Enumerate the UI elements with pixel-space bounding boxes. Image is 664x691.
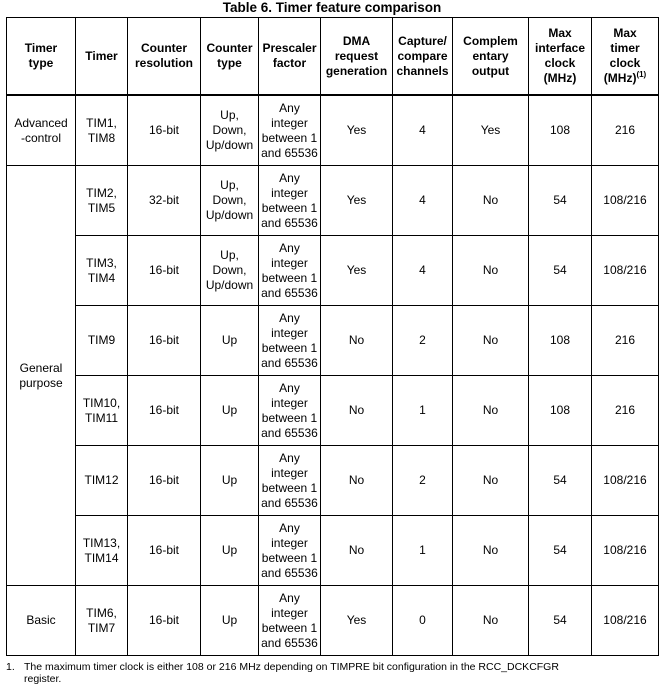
table-header-row: [7, 18, 659, 96]
header-max-timer-clock-text: Max timer clock (MHz): [603, 26, 641, 85]
cell-max-interface-clock: 54: [529, 236, 592, 306]
cell-timer: TIM12: [76, 446, 128, 516]
cell-dma-request: No: [321, 306, 393, 376]
cell-counter-type: Up: [201, 376, 259, 446]
cell-max-timer-clock: 108/216: [592, 586, 659, 656]
table-row: [7, 95, 659, 166]
cell-prescaler-factor: Any integer between 1 and 65536: [259, 586, 321, 656]
cell-complementary-output: No: [453, 586, 529, 656]
cell-counter-type: Up: [201, 586, 259, 656]
cell-complementary-output: No: [453, 516, 529, 586]
cell-prescaler-factor: Any integer between 1 and 65536: [259, 95, 321, 166]
header-capture-compare: Capture/ compare channels: [393, 18, 453, 96]
cell-complementary-output: Yes: [453, 95, 529, 166]
cell-counter-resolution: 32-bit: [128, 166, 201, 236]
table-row: [7, 586, 659, 656]
cell-counter-type: Up, Down, Up/down: [201, 95, 259, 166]
cell-max-timer-clock: 108/216: [592, 236, 659, 306]
cell-counter-resolution: 16-bit: [128, 586, 201, 656]
cell-prescaler-factor: Any integer between 1 and 65536: [259, 446, 321, 516]
cell-max-interface-clock: 54: [529, 446, 592, 516]
cell-timer: TIM2, TIM5: [76, 166, 128, 236]
cell-prescaler-factor: Any integer between 1 and 65536: [259, 166, 321, 236]
cell-complementary-output: No: [453, 166, 529, 236]
cell-capture-channels: 1: [393, 376, 453, 446]
footnote-line2: register.: [24, 673, 62, 685]
cell-complementary-output: No: [453, 376, 529, 446]
table-row: [7, 306, 659, 376]
table-row: [7, 236, 659, 306]
cell-complementary-output: No: [453, 306, 529, 376]
cell-counter-resolution: 16-bit: [128, 95, 201, 166]
timer-feature-table: [6, 17, 659, 656]
cell-max-timer-clock: 108/216: [592, 446, 659, 516]
table-title: Table 6. Timer feature comparison: [222, 0, 442, 15]
cell-counter-type: Up: [201, 446, 259, 516]
cell-dma-request: Yes: [321, 586, 393, 656]
header-counter-resolution: Counter resolution: [128, 18, 201, 96]
footnote: [6, 661, 646, 685]
cell-counter-type: Up: [201, 516, 259, 586]
cell-counter-resolution: 16-bit: [128, 236, 201, 306]
header-counter-type: Counter type: [201, 18, 259, 96]
footnote-ref: (1): [636, 70, 647, 79]
footnote-number: 1.: [6, 661, 15, 673]
header-timer-type: Timer type: [7, 18, 76, 96]
cell-dma-request: No: [321, 446, 393, 516]
cell-capture-channels: 4: [393, 166, 453, 236]
cell-counter-resolution: 16-bit: [128, 446, 201, 516]
cell-max-interface-clock: 54: [529, 166, 592, 236]
cell-prescaler-factor: Any integer between 1 and 65536: [259, 516, 321, 586]
cell-max-interface-clock: 108: [529, 376, 592, 446]
cell-prescaler-factor: Any integer between 1 and 65536: [259, 306, 321, 376]
header-complementary-output: Complem entary output: [453, 18, 529, 96]
cell-counter-type: Up: [201, 306, 259, 376]
cell-max-timer-clock: 216: [592, 376, 659, 446]
cell-max-interface-clock: 54: [529, 516, 592, 586]
cell-max-interface-clock: 108: [529, 95, 592, 166]
table-row: [7, 446, 659, 516]
cell-counter-resolution: 16-bit: [128, 516, 201, 586]
cell-dma-request: No: [321, 376, 393, 446]
cell-max-timer-clock: 216: [592, 306, 659, 376]
cell-timer-type-advanced: Advanced -control: [7, 95, 76, 166]
cell-timer: TIM3, TIM4: [76, 236, 128, 306]
cell-timer: TIM9: [76, 306, 128, 376]
cell-capture-channels: 4: [393, 95, 453, 166]
cell-complementary-output: No: [453, 236, 529, 306]
cell-timer: TIM10, TIM11: [76, 376, 128, 446]
cell-dma-request: Yes: [321, 166, 393, 236]
cell-timer-type-basic: Basic: [7, 586, 76, 656]
cell-capture-channels: 0: [393, 586, 453, 656]
cell-counter-resolution: 16-bit: [128, 376, 201, 446]
footnote-line1: The maximum timer clock is either 108 or 216 MHz depending on TIMPRE bit configuration in the RCC_DCKCFGR: [24, 661, 559, 673]
cell-counter-type: Up, Down, Up/down: [201, 166, 259, 236]
header-max-interface-clock: Max interface clock (MHz): [529, 18, 592, 96]
cell-dma-request: Yes: [321, 95, 393, 166]
table-row: [7, 516, 659, 586]
table-row: [7, 376, 659, 446]
cell-capture-channels: 2: [393, 306, 453, 376]
cell-capture-channels: 4: [393, 236, 453, 306]
cell-capture-channels: 2: [393, 446, 453, 516]
header-timer: Timer: [76, 18, 128, 96]
cell-timer-type-general: General purpose: [7, 166, 76, 586]
cell-counter-type: Up, Down, Up/down: [201, 236, 259, 306]
cell-dma-request: No: [321, 516, 393, 586]
cell-max-timer-clock: 216: [592, 95, 659, 166]
cell-counter-resolution: 16-bit: [128, 306, 201, 376]
cell-max-timer-clock: 108/216: [592, 166, 659, 236]
cell-timer: TIM6, TIM7: [76, 586, 128, 656]
table-body: [7, 95, 659, 656]
cell-timer: TIM1, TIM8: [76, 95, 128, 166]
header-max-timer-clock: [592, 18, 659, 96]
cell-capture-channels: 1: [393, 516, 453, 586]
cell-prescaler-factor: Any integer between 1 and 65536: [259, 236, 321, 306]
header-prescaler-factor: Prescaler factor: [259, 18, 321, 96]
cell-dma-request: Yes: [321, 236, 393, 306]
cell-timer: TIM13, TIM14: [76, 516, 128, 586]
table-row: [7, 166, 659, 236]
cell-max-interface-clock: 108: [529, 306, 592, 376]
cell-complementary-output: No: [453, 446, 529, 516]
cell-max-interface-clock: 54: [529, 586, 592, 656]
header-dma-request: DMA request generation: [321, 18, 393, 96]
cell-max-timer-clock: 108/216: [592, 516, 659, 586]
cell-prescaler-factor: Any integer between 1 and 65536: [259, 376, 321, 446]
